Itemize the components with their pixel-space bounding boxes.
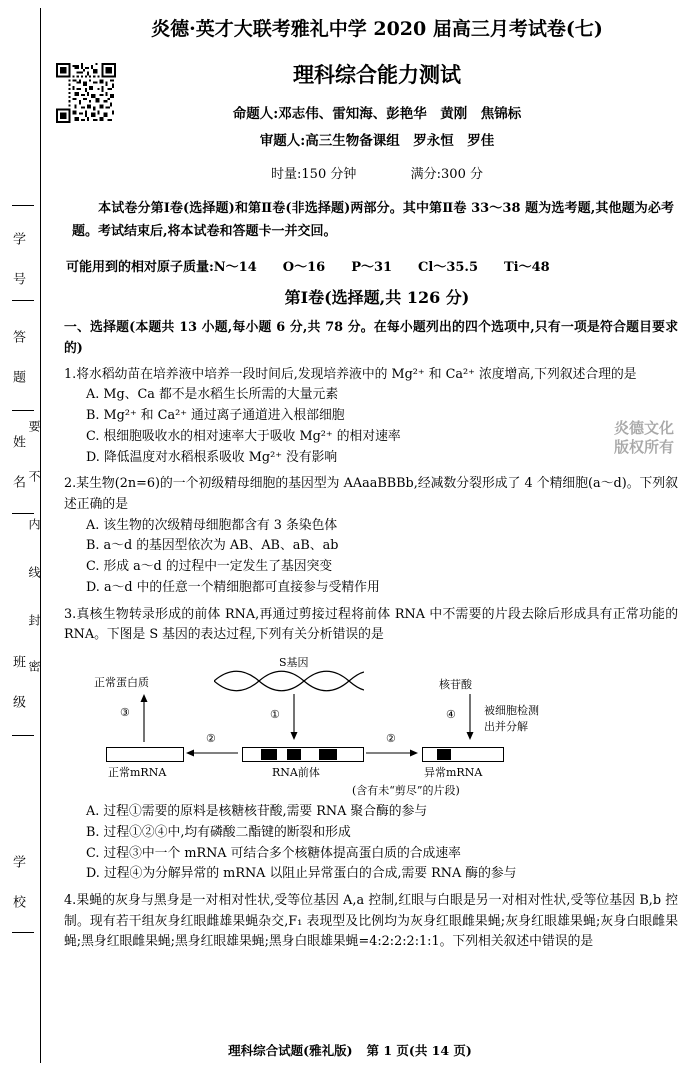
question-stem: 果蝇的灰身与黑身是一对相对性状,受等位基因 A,a 控制,红眼与白眼是另一对相对性状,受等位基因 B,b 控制。现有若干组灰身红眼雌雄果蝇杂交,F₁ 表现型及比例均为灰身红眼雌果蝇;灰身红眼雄果蝇;灰身白眼雌果蝇;黑身红眼雌果蝇;黑身红眼雄果蝇;黑身白眼雄果蝇=4:2:2:2:1:1。下列相关叙述中错误的是 — [64, 892, 678, 950]
margin-label-bu: 不 — [27, 470, 41, 488]
figure-step-3: ③ — [120, 706, 130, 720]
choice-section-heading: 一、选择题(本题共 13 小题,每小题 6 分,共 78 分。在每小题列出的四个选项中,只有一项是符合题目要求的) — [64, 319, 678, 356]
margin-label-xingming: 姓 名 — [10, 435, 25, 494]
arrow-right-icon — [366, 747, 418, 759]
dna-helix-icon — [214, 668, 364, 694]
figure-step-4: ④ — [446, 708, 456, 722]
margin-label-xuehao: 学 号 — [10, 232, 25, 291]
margin-rule-2 — [12, 300, 34, 301]
option-b: B. Mg²⁺ 和 Ca²⁺ 通过离子通道进入根部细胞 — [86, 408, 345, 424]
margin-label-mi: 密 — [27, 660, 41, 678]
gene-expression-diagram — [94, 652, 654, 802]
figure-step-2b: ② — [386, 732, 396, 746]
option-b: B. 过程①②④中,均有磷酸二酯键的断裂和形成 — [86, 824, 351, 840]
label-abnormal-mrna: 异常mRNA — [424, 766, 483, 780]
arrow-down-icon-2 — [464, 694, 476, 740]
watermark-line1: 炎德文化 — [613, 419, 674, 437]
label-normal-mrna: 正常mRNA — [108, 766, 167, 780]
margin-rule-3 — [12, 410, 34, 411]
question-number: 4. — [64, 892, 77, 908]
margin-label-xian: 线 — [27, 566, 41, 584]
watermark-line2: 版权所有 — [613, 437, 674, 456]
margin-label-feng: 封 — [27, 614, 41, 632]
option-c: C. 过程③中一个 mRNA 可结合多个核糖体提高蛋白质的合成速率 — [86, 845, 461, 861]
arrow-up-icon — [138, 694, 150, 742]
option-d: D. 过程④为分解异常的 mRNA 以阻止异常蛋白的合成,需要 RNA 酶的参与 — [86, 866, 517, 882]
figure-protein-label: 正常蛋白质 — [94, 676, 149, 690]
question-number: 2. — [64, 476, 77, 492]
section-one-heading: 第Ⅰ卷(选择题,共 126 分) — [284, 287, 470, 307]
figure-gene-label: S基因 — [279, 656, 309, 670]
instruction-paragraph — [62, 198, 692, 244]
subject-title: 理科综合能力测试 — [293, 62, 461, 87]
figure-note-right-1: 被细胞检测 — [484, 704, 539, 718]
figure-note-right-2: 出并分解 — [484, 720, 528, 734]
option-b: B. a～d 的基因型依次为 AB、AB、aB、ab — [86, 538, 339, 554]
question-item — [62, 605, 692, 885]
instruction-text: 本试卷分第Ⅰ卷(选择题)和第Ⅱ卷(非选择题)两部分。其中第Ⅱ卷 33～38 题为选考题,其他题为必考题。考试结束后,将本试卷和答题卡一并交回。 — [72, 201, 674, 239]
margin-label-banji: 班 级 — [10, 655, 25, 714]
figure-step-1: ① — [270, 708, 280, 722]
setter-line: 命题人:邓志伟、雷知海、彭艳华 黄刚 焦锦标 — [232, 106, 522, 122]
atomic-mass-line: 可能用到的相对原子质量:N～14 O～16 P～31 Cl～35.5 Ti～48 — [66, 259, 550, 275]
option-c: C. 形成 a～d 的过程中一定发生了基因突变 — [86, 559, 333, 575]
question-item — [62, 365, 692, 469]
margin-label-xuexiao: 学 校 — [10, 855, 25, 914]
question-number: 1. — [64, 366, 77, 382]
time-score-line — [62, 163, 692, 182]
figure-step-2a: ② — [206, 732, 216, 746]
arrow-down-icon — [288, 694, 300, 740]
footer-title: 理科综合试题(雅礼版) — [228, 1043, 353, 1058]
margin-rule-5 — [12, 735, 34, 736]
margin-rule-6 — [12, 932, 34, 933]
option-c: C. 根细胞吸收水的相对速率大于吸收 Mg²⁺ 的相对速率 — [86, 428, 401, 444]
exam-total-score: 满分:300 分 — [410, 167, 483, 182]
arrow-left-icon — [186, 747, 238, 759]
option-a: A. 过程①需要的原料是核糖核苷酸,需要 RNA 聚合酶的参与 — [86, 804, 428, 820]
footer-page-number: 第 1 页(共 14 页) — [366, 1043, 472, 1058]
question-stem: 真核生物转录形成的前体 RNA,再通过剪接过程将前体 RNA 中不需要的片段去除后形成具有正常功能的 RNA。下图是 S 基因的表达过程,下列有关分析错误的是 — [64, 606, 678, 643]
question-stem: 某生物(2n=6)的一个初级精母细胞的基因型为 AAaaBBBb,经减数分裂形成了 4 个精细胞(a～d)。下列叙述正确的是 — [64, 476, 678, 513]
left-margin-strip — [0, 0, 62, 1071]
question-stem: 将水稻幼苗在培养液中培养一段时间后,发现培养液中的 Mg²⁺ 和 Ca²⁺ 浓度增高,下列叙述合理的是 — [76, 366, 637, 382]
page-footer — [0, 1041, 700, 1059]
bar-normal-mrna — [106, 747, 184, 762]
margin-label-nei: 内 — [27, 518, 41, 536]
question-item — [62, 891, 692, 953]
bar-rna-precursor — [242, 747, 364, 762]
page-title: 炎德·英才大联考雅礼中学 2020 届高三月考试卷(七) — [151, 18, 603, 40]
label-rna-precursor: RNA前体 — [272, 766, 320, 780]
option-d: D. a～d 中的任意一个精细胞都可直接参与受精作用 — [86, 579, 380, 595]
margin-label-dati: 答 题 — [10, 330, 25, 389]
margin-label-yao: 要 — [27, 420, 41, 438]
question-number: 3. — [64, 606, 77, 622]
question-item — [62, 474, 692, 598]
margin-rule-4 — [12, 513, 34, 514]
reviewer-line: 审题人:高三生物备课组 罗永恒 罗佳 — [259, 133, 495, 149]
main-content — [62, 0, 692, 953]
option-d: D. 降低温度对水稻根系吸收 Mg²⁺ 没有影响 — [86, 449, 338, 465]
figure-note-bottom: (含有未“剪尽”的片段) — [352, 784, 460, 798]
option-a: A. 该生物的次级精母细胞都含有 3 条染色体 — [86, 517, 338, 533]
exam-duration: 时量:150 分钟 — [271, 167, 357, 182]
bar-abnormal-mrna — [422, 747, 504, 762]
margin-rule-1 — [12, 205, 34, 206]
option-a: A. Mg、Ca 都不是水稻生长所需的大量元素 — [86, 387, 339, 403]
figure-nucleic-label: 核苷酸 — [439, 678, 472, 692]
